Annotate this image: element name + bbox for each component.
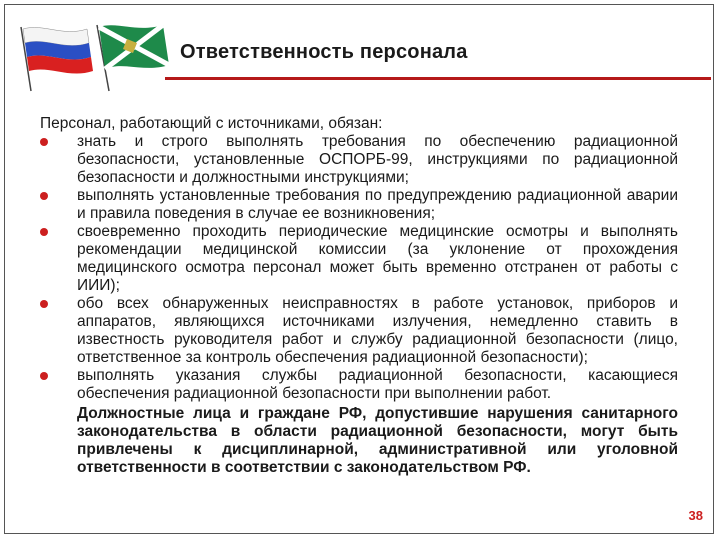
title-divider [165, 77, 711, 80]
list-item [40, 187, 678, 223]
list-item-text: своевременно проходить периодические медицинские осмотры и выполнять рекомендации медицинской комиссии (за уклонение от прохождения медицинского осмотра персонал может быть временно отстранен от работы с ИИИ); [77, 223, 678, 294]
obligations-list [40, 133, 678, 403]
page-number: 38 [688, 508, 703, 523]
responsibility-note: Должностные лица и граждане РФ, допустившие нарушения санитарного законодательства в области радиационной безопасности, могут быть привлечены к дисциплинарной, административной или уголовной ответственности в соответствии с законодательством РФ. [77, 405, 678, 476]
list-item-text: выполнять установленные требования по предупреждению радиационной аварии и правила поведения в случае ее возникновения; [77, 187, 678, 222]
list-item-text: обо всех обнаруженных неисправностях в работе установок, приборов и аппаратов, являющихся источниками излучения, немедленно ставить в известность руководителя работ и службу радиационной безопасности (лицо, ответственное за контроль обеспечения радиационной безопасности); [77, 295, 678, 366]
bullet-icon [40, 228, 48, 236]
bullet-icon [40, 300, 48, 308]
green-flag-icon [97, 25, 169, 91]
bullet-icon [40, 138, 48, 146]
slide [4, 4, 714, 534]
russian-flag-icon [21, 27, 93, 91]
bullet-icon [40, 192, 48, 200]
page-title: Ответственность персонала [180, 41, 468, 63]
list-item-text: знать и строго выполнять требования по обеспечению радиационной безопасности, установленные ОСПОРБ-99, инструкциями по радиационной безопасности и должностными инструкциями; [77, 133, 678, 186]
list-item [40, 295, 678, 367]
list-item [40, 223, 678, 295]
list-item [40, 367, 678, 403]
flags-logo [13, 13, 173, 93]
bullet-icon [40, 372, 48, 380]
intro-text: Персонал, работающий с источниками, обязан: [40, 115, 383, 132]
list-item [40, 133, 678, 187]
slide-body [40, 115, 678, 477]
list-item-text: выполнять указания службы радиационной безопасности, касающиеся обеспечения радиационной безопасности при выполнении работ. [77, 367, 678, 402]
